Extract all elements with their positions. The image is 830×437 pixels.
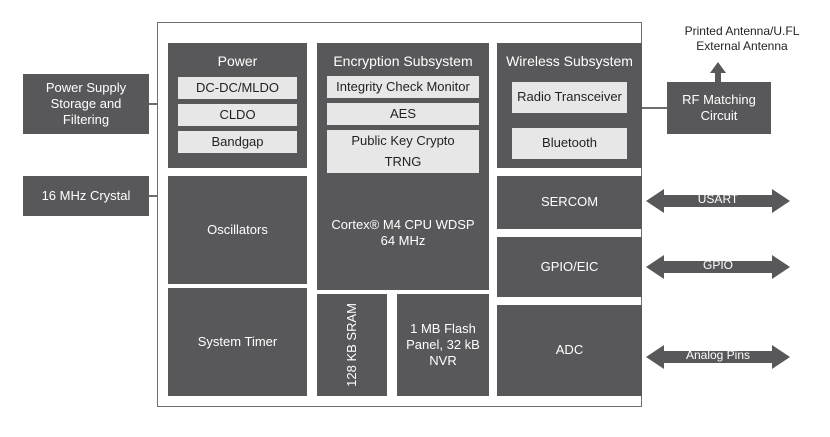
external-block-crystal-label: 16 MHz Crystal bbox=[41, 187, 131, 203]
block-adc: ADC bbox=[497, 305, 642, 396]
antenna-label: Printed Antenna/U.FL External Antenna bbox=[684, 24, 800, 53]
block-radio-transceiver: Radio Transceiver bbox=[512, 82, 627, 113]
group-encryption-subsystem-title: Encryption Subsystem bbox=[333, 53, 473, 69]
block-trng: TRNG bbox=[327, 151, 479, 173]
io-label-usart: USART bbox=[697, 192, 739, 206]
block-oscillators: Oscillators bbox=[168, 176, 307, 284]
external-block-crystal bbox=[23, 176, 149, 216]
io-label-gpio: GPIO bbox=[702, 258, 733, 272]
block-integrity-check-monitor: Integrity Check Monitor bbox=[327, 76, 479, 98]
block-bluetooth: Bluetooth bbox=[512, 128, 627, 159]
group-power-title: Power bbox=[217, 53, 258, 69]
block-flash: 1 MB Flash Panel, 32 kB NVR bbox=[397, 294, 489, 396]
external-block-rf-matching bbox=[667, 82, 771, 134]
block-sram: 128 KB SRAM bbox=[317, 294, 387, 396]
block-bangap: Bandgap bbox=[178, 131, 297, 153]
external-block-power-supply bbox=[23, 74, 149, 134]
block-sercom: SERCOM bbox=[497, 176, 642, 229]
block-cpu: Cortex® M4 CPU WDSP 64 MHz bbox=[317, 176, 489, 290]
io-label-analog-pins: Analog Pins bbox=[685, 348, 751, 362]
connector-rf-matching bbox=[642, 107, 667, 109]
block-public-key-crypto: Public Key Crypto bbox=[327, 130, 479, 152]
external-block-rf-matching-label: RF Matching Circuit bbox=[682, 91, 756, 123]
block-gpio-eic: GPIO/EIC bbox=[497, 237, 642, 297]
connector-crystal bbox=[149, 195, 158, 197]
group-wireless-subsystem-title: Wireless Subsystem bbox=[506, 53, 633, 69]
block-system-timer: System Timer bbox=[168, 288, 307, 396]
block-dc-dc-mldo: DC-DC/MLDO bbox=[178, 77, 297, 99]
antenna-arrow-icon bbox=[706, 62, 730, 84]
block-aes: AES bbox=[327, 103, 479, 125]
block-cldo: CLDO bbox=[178, 104, 297, 126]
connector-power-supply bbox=[149, 103, 158, 105]
external-block-power-supply-label: Power Supply Storage and Filtering bbox=[45, 79, 127, 128]
